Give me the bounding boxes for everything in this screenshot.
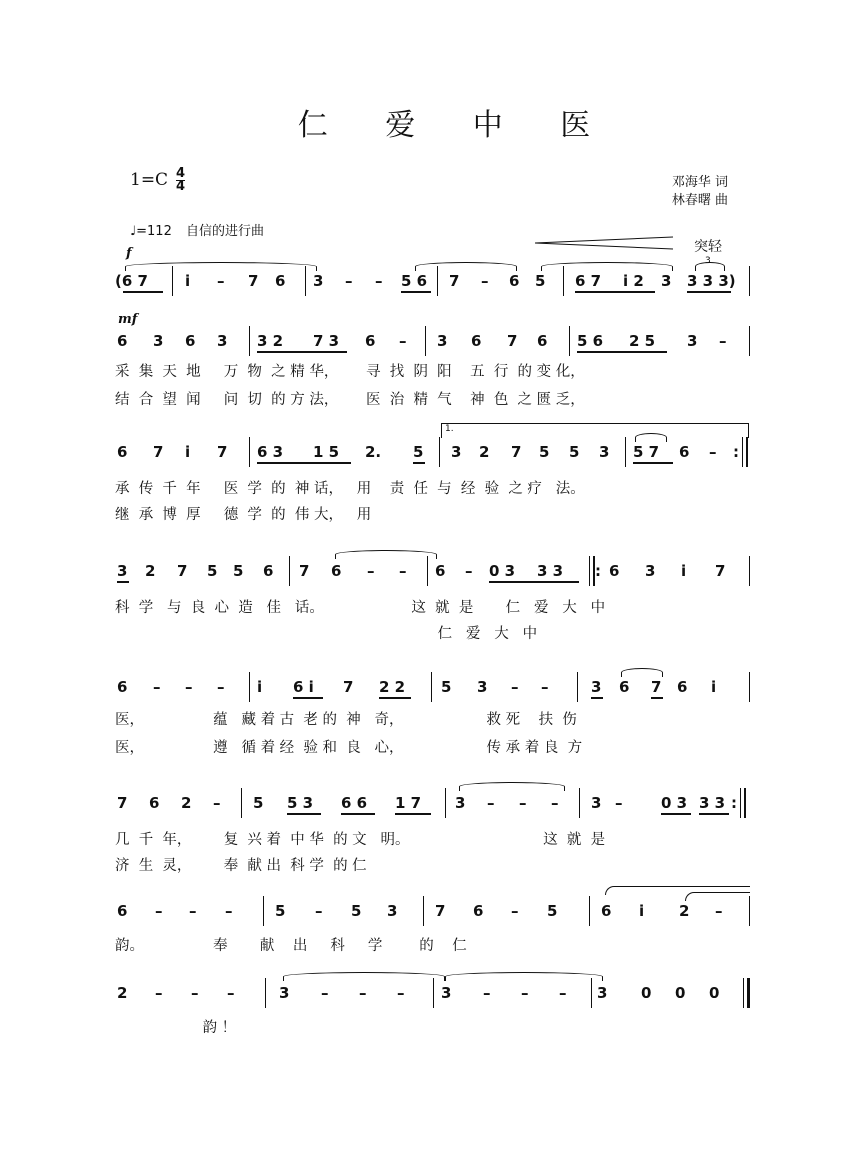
note: 6 <box>435 562 446 580</box>
barline <box>427 556 428 586</box>
note: – <box>315 902 323 920</box>
slur <box>541 262 673 271</box>
repeat-barline-start <box>589 556 590 586</box>
note: – <box>399 562 407 580</box>
note: i <box>681 562 687 580</box>
note: 5 <box>441 678 452 696</box>
final-barline-thick <box>747 978 750 1008</box>
first-ending-label: 1. <box>445 424 454 434</box>
note: 6 3 <box>257 443 284 461</box>
note: 0 <box>675 984 686 1002</box>
note: 2 2 <box>379 678 406 696</box>
note: – <box>375 272 383 290</box>
repeat-barline <box>742 437 743 467</box>
note: 6 <box>677 678 688 696</box>
note: 6 <box>473 902 484 920</box>
note: – <box>397 984 405 1002</box>
note: – <box>399 332 407 350</box>
underline <box>575 291 655 293</box>
note: 7 <box>511 443 522 461</box>
crescendo-hairpin <box>535 236 675 250</box>
note: 0 <box>709 984 720 1002</box>
slur <box>335 550 437 559</box>
note: 6 <box>331 562 342 580</box>
note: 5 <box>539 443 550 461</box>
dynamic-mezzo-forte: mf <box>118 312 138 327</box>
note: – <box>225 902 233 920</box>
barline <box>425 326 426 356</box>
barline <box>265 978 266 1008</box>
first-ending-bracket <box>441 423 749 438</box>
note: 6 <box>117 902 128 920</box>
lyric-line-2: 医， 遵 循 着 经 验 和 良 心， 传 承 着 良 方 <box>115 740 583 756</box>
slur <box>635 433 667 442</box>
barline <box>263 896 264 926</box>
repeat-dots: : <box>733 443 739 461</box>
triplet-marking: 3 <box>705 256 711 266</box>
note: 6 <box>117 443 128 461</box>
note: 5 <box>253 794 264 812</box>
note: 7 <box>117 794 128 812</box>
note: – <box>185 678 193 696</box>
slur <box>621 668 663 677</box>
barline <box>433 978 434 1008</box>
note: – <box>217 678 225 696</box>
note: 2 <box>679 902 690 920</box>
note: – <box>189 902 197 920</box>
note: 7 <box>217 443 228 461</box>
note: – <box>559 984 567 1002</box>
underline <box>591 697 603 699</box>
note: i <box>257 678 263 696</box>
note: – <box>213 794 221 812</box>
note: 5 <box>233 562 244 580</box>
note: 0 3 <box>489 562 516 580</box>
note: 6 <box>263 562 274 580</box>
underline <box>379 697 411 699</box>
note: 2 5 <box>629 332 656 350</box>
note: – <box>615 794 623 812</box>
note: 3 <box>153 332 164 350</box>
underline <box>293 697 323 699</box>
lyric-line-2: 仁 爱 大 中 <box>115 626 538 642</box>
slur <box>685 892 750 901</box>
note: 6 <box>117 332 128 350</box>
note: – <box>367 562 375 580</box>
lyric-line-2: 济 生 灵， 奉 献 出 科 学 的 仁 <box>115 858 367 874</box>
barline <box>445 788 446 818</box>
note: 0 3 <box>661 794 688 812</box>
note: 6 6 <box>341 794 368 812</box>
note: 6 <box>619 678 630 696</box>
underline <box>257 462 351 464</box>
repeat-dots: : <box>731 794 737 812</box>
note: – <box>521 984 529 1002</box>
note: 5 <box>569 443 580 461</box>
note: – <box>511 902 519 920</box>
notes-row <box>115 896 755 926</box>
note: 5 6 <box>401 272 428 290</box>
barline <box>249 672 250 702</box>
note: 3 <box>477 678 488 696</box>
note: 3 <box>451 443 462 461</box>
lyric-line-2: 继 承 博 厚 德 学 的 伟 大， 用 <box>115 507 372 523</box>
note: 7 3 <box>313 332 340 350</box>
note: 3 <box>687 332 698 350</box>
final-barline-thin <box>743 978 744 1008</box>
note: 7 <box>177 562 188 580</box>
note: – <box>359 984 367 1002</box>
note: 2. <box>365 443 382 461</box>
note: 6 <box>365 332 376 350</box>
note: 5 7 <box>633 443 660 461</box>
note: – <box>511 678 519 696</box>
note: i <box>185 443 191 461</box>
note: 3 <box>387 902 398 920</box>
barline <box>249 437 250 467</box>
time-signature <box>176 168 185 193</box>
note: 5 <box>351 902 362 920</box>
expression-marking: 自信的进行曲 <box>185 224 264 239</box>
note: 7 <box>435 902 446 920</box>
barline <box>249 326 250 356</box>
note: – <box>487 794 495 812</box>
barline <box>749 672 750 702</box>
underline <box>257 351 347 353</box>
composer: 林春曙 曲 <box>671 193 728 208</box>
note: 5 <box>207 562 218 580</box>
note: 7 <box>299 562 310 580</box>
barline <box>241 788 242 818</box>
note: – <box>541 678 549 696</box>
note: 7 <box>651 678 662 696</box>
lyric-line-1: 医， 蕴 藏 着 古 老 的 神 奇， 救 死 扶 伤 <box>115 712 577 728</box>
lyric-line-1: 韵 ！ <box>115 1020 237 1036</box>
note: 7 <box>449 272 460 290</box>
note: – <box>719 332 727 350</box>
note: 6 <box>185 332 196 350</box>
note: 3 <box>661 272 672 290</box>
note: – <box>227 984 235 1002</box>
note: – <box>519 794 527 812</box>
barline <box>423 896 424 926</box>
barline <box>749 326 750 356</box>
barline <box>579 788 580 818</box>
note: 3 <box>597 984 608 1002</box>
note: i <box>711 678 717 696</box>
note: 3 3 <box>537 562 564 580</box>
time-signature-bottom: 4 <box>176 179 186 194</box>
note: i <box>185 272 191 290</box>
note: 2 <box>145 562 156 580</box>
barline <box>431 672 432 702</box>
tempo-line <box>130 220 264 239</box>
note: – <box>551 794 559 812</box>
note: 3 <box>645 562 656 580</box>
time-signature-top: 4 <box>176 166 186 181</box>
underline <box>661 813 691 815</box>
notes-row <box>115 978 755 1008</box>
underline <box>577 351 667 353</box>
note: – <box>321 984 329 1002</box>
note: 2 <box>117 984 128 1002</box>
underline <box>687 291 731 293</box>
note: 6 i <box>293 678 314 696</box>
note: 3 <box>455 794 466 812</box>
note: – <box>153 678 161 696</box>
slur <box>459 782 565 791</box>
repeat-dots: : <box>595 562 601 580</box>
note: – <box>345 272 353 290</box>
lyric-line-1: 承 传 千 年 医 学 的 神 话， 用 责 任 与 经 验 之 疗 法。 <box>115 481 585 497</box>
note: 6 <box>609 562 620 580</box>
note: 7 <box>507 332 518 350</box>
underline <box>395 813 431 815</box>
note: – <box>191 984 199 1002</box>
note: 3 <box>313 272 324 290</box>
sudden-soft-marking: 突轻 <box>694 239 722 255</box>
tempo-marking: ♩=112 <box>130 224 172 239</box>
barline <box>289 556 290 586</box>
note: 5 <box>275 902 286 920</box>
note: 6 7 <box>575 272 602 290</box>
note: 3 <box>279 984 290 1002</box>
notes-row <box>115 556 755 586</box>
note: 0 <box>641 984 652 1002</box>
underline <box>651 697 663 699</box>
note: 5 3 <box>287 794 314 812</box>
note: 3 <box>591 678 602 696</box>
note: 6 <box>679 443 690 461</box>
lyric-line-1: 几 千 年， 复 兴 着 中 华 的 文 明。 这 就 是 <box>115 832 606 848</box>
note: 6 <box>601 902 612 920</box>
credits <box>672 174 728 210</box>
repeat-barline <box>740 788 741 818</box>
note: 2 <box>479 443 490 461</box>
note: 7 <box>715 562 726 580</box>
lyric-line-1: 科 学 与 良 心 造 佳 话。 这 就 是 仁 爱 大 中 <box>115 600 606 616</box>
note: (6 7 <box>115 272 148 290</box>
underline <box>699 813 729 815</box>
slur <box>415 262 517 271</box>
note: – <box>715 902 723 920</box>
note: i 2 <box>623 272 644 290</box>
note: 3 <box>117 562 128 580</box>
note: – <box>483 984 491 1002</box>
barline <box>749 266 750 296</box>
lyric-line-1: 采 集 天 地 万 物 之 精 华， 寻 找 阴 阳 五 行 的 变 化， <box>115 364 585 380</box>
barline <box>749 556 750 586</box>
note: 3 <box>591 794 602 812</box>
dynamic-forte: f <box>126 246 132 261</box>
note: 3 <box>599 443 610 461</box>
barline <box>625 437 626 467</box>
note: – <box>217 272 225 290</box>
note: 5 <box>547 902 558 920</box>
note: 6 <box>275 272 286 290</box>
note: 3 <box>437 332 448 350</box>
note: 7 <box>248 272 259 290</box>
slur <box>125 262 317 271</box>
underline <box>401 291 431 293</box>
note: – <box>155 902 163 920</box>
note: 1 7 <box>395 794 422 812</box>
barline <box>589 896 590 926</box>
barline <box>591 978 592 1008</box>
underline <box>117 581 129 583</box>
underline <box>489 581 579 583</box>
lyricist: 邓海华 词 <box>671 175 728 190</box>
note: 3 <box>217 332 228 350</box>
note: 6 <box>509 272 520 290</box>
note: 7 <box>153 443 164 461</box>
note: 5 <box>535 272 546 290</box>
barline <box>439 437 440 467</box>
page-title: 仁 爱 中 医 <box>297 108 615 143</box>
note: 3 3 3) <box>687 272 736 290</box>
note: 5 6 <box>577 332 604 350</box>
underline <box>123 291 163 293</box>
note: 6 <box>471 332 482 350</box>
note: 3 <box>441 984 452 1002</box>
slur <box>445 972 603 981</box>
note: i <box>639 902 645 920</box>
underline <box>341 813 375 815</box>
note: – <box>465 562 473 580</box>
slur <box>283 972 445 981</box>
lyric-line-2: 结 合 望 闻 问 切 的 方 法， 医 治 精 气 神 色 之 匮 乏， <box>115 392 585 408</box>
notes-row <box>115 788 755 818</box>
note: 5 <box>413 443 424 461</box>
barline <box>569 326 570 356</box>
note: 2 <box>181 794 192 812</box>
note: 6 <box>149 794 160 812</box>
barline <box>577 672 578 702</box>
note: – <box>481 272 489 290</box>
note: 6 <box>117 678 128 696</box>
note: 3 3 <box>699 794 726 812</box>
underline <box>413 462 425 464</box>
key-signature: 1=C <box>130 170 169 190</box>
note: – <box>155 984 163 1002</box>
underline <box>287 813 321 815</box>
note: 3 2 <box>257 332 284 350</box>
note: 7 <box>343 678 354 696</box>
underline <box>633 462 673 464</box>
note: 6 <box>537 332 548 350</box>
note: – <box>709 443 717 461</box>
lyric-line-1: 韵。 奉 献 出 科 学 的 仁 <box>115 938 467 954</box>
note: 1 5 <box>313 443 340 461</box>
